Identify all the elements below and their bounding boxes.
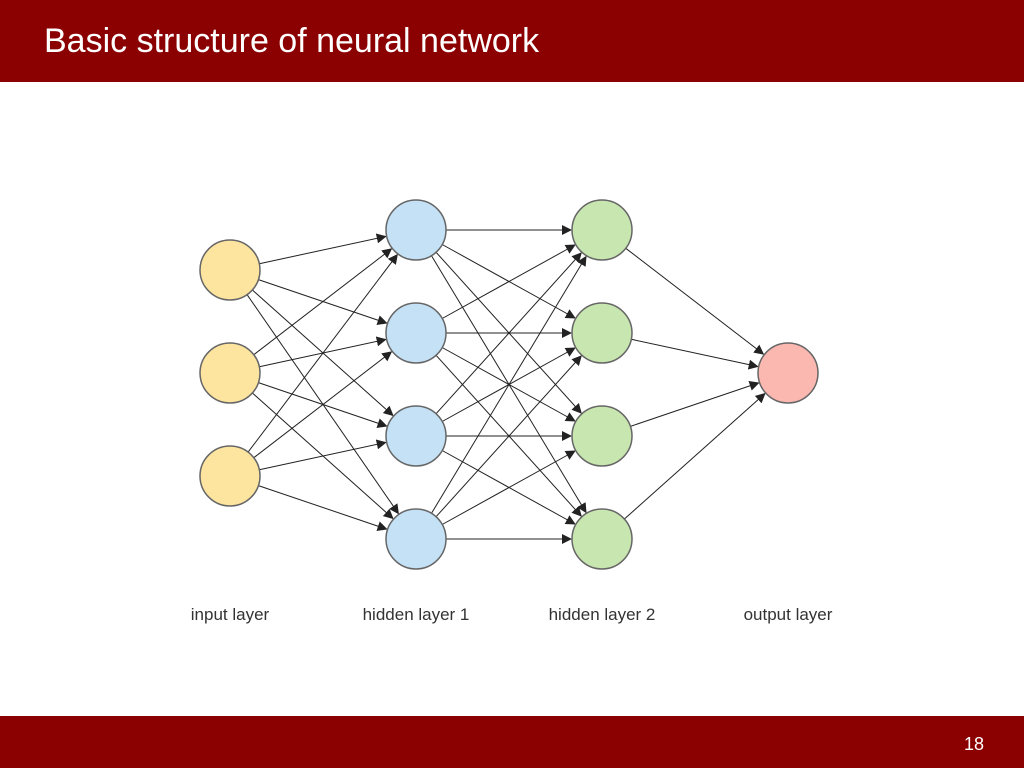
layer-label-1: hidden layer 1 [362, 605, 470, 624]
neuron-layer1-1 [386, 303, 446, 363]
connection-l2n1-to-l3n0 [631, 339, 757, 366]
neuron-layer0-1 [200, 343, 260, 403]
connection-l2n3-to-l3n0 [624, 394, 765, 519]
neuron-layer1-3 [386, 509, 446, 569]
connection-l0n2-to-l1n2 [259, 443, 385, 470]
page-number: 18 [963, 734, 984, 754]
neuron-layer2-3 [572, 509, 632, 569]
layer-label-2: hidden layer 2 [548, 605, 656, 624]
connection-l0n2-to-l1n1 [254, 352, 392, 458]
layer-label-0: input layer [190, 605, 270, 624]
connection-l0n2-to-l1n3 [258, 486, 386, 529]
neuron-layer2-1 [572, 303, 632, 363]
neuron-layer0-2 [200, 446, 260, 506]
neuron-layer1-2 [386, 406, 446, 466]
neuron-layer1-0 [386, 200, 446, 260]
connection-l2n0-to-l3n0 [626, 248, 764, 354]
connection-l2n2-to-l3n0 [630, 383, 758, 427]
layer-label-3: output layer [743, 605, 833, 624]
layer-labels [191, 605, 833, 624]
slide-title: Basic structure of neural network [44, 22, 540, 60]
neuron-layer0-0 [200, 240, 260, 300]
connections [247, 230, 765, 539]
neuron-layer2-0 [572, 200, 632, 260]
footer-bar [0, 716, 1024, 768]
connection-l0n1-to-l1n0 [254, 249, 392, 355]
neuron-layer2-2 [572, 406, 632, 466]
connection-l0n0-to-l1n0 [259, 237, 385, 264]
neuron-layer3-0 [758, 343, 818, 403]
